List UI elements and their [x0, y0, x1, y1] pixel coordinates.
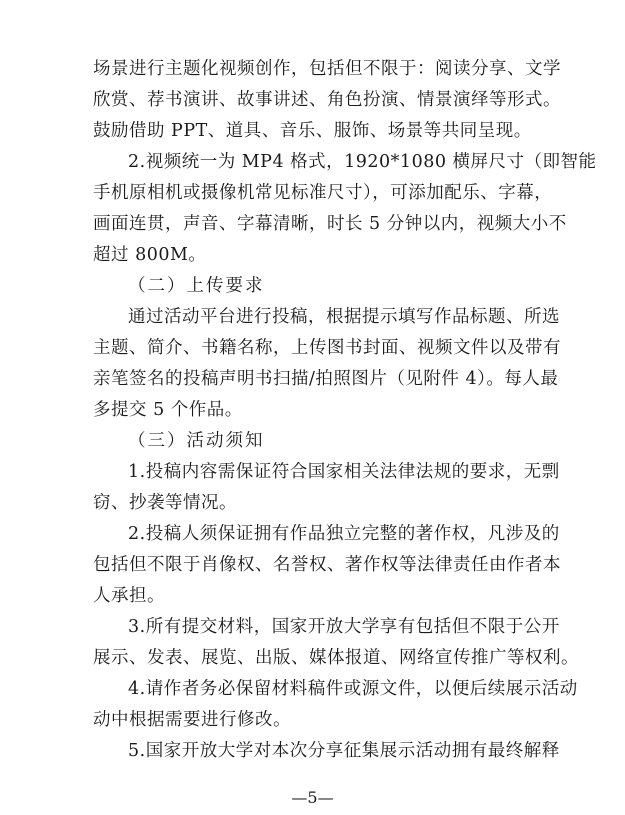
- paragraph-line: 通过活动平台进行投稿，根据提示填写作品标题、所选: [128, 307, 560, 327]
- paragraph-line: 包括但不限于肖像权、名誉权、著作权等法律责任由作者本: [93, 555, 561, 575]
- paragraph-line: 超过 800M。: [93, 245, 207, 265]
- paragraph-line: 2.投稿人须保证拥有作品独立完整的著作权，凡涉及的: [128, 524, 560, 544]
- paragraph-line: 1.投稿内容需保证符合国家相关法律法规的要求，无剽: [128, 462, 560, 482]
- section-heading: （二）上传要求: [128, 276, 265, 296]
- paragraph-line: 场景进行主题化视频创作，包括但不限于：阅读分享、文学: [93, 59, 561, 79]
- paragraph-line: 鼓励借助 PPT、道具、音乐、服饰、场景等共同呈现。: [93, 121, 532, 141]
- paragraph-line: 欣赏、荐书演讲、故事讲述、角色扮演、情景演绎等形式。: [93, 90, 561, 110]
- paragraph-line: 4.请作者务必保留材料稿件或源文件，以便后续展示活动: [128, 679, 578, 699]
- paragraph-line: 窃、抄袭等情况。: [93, 493, 237, 513]
- paragraph-line: 亲笔签名的投稿声明书扫描/拍照图片（见附件 4）。每人最: [93, 369, 559, 389]
- paragraph-line: 动中根据需要进行修改。: [93, 710, 291, 730]
- section-heading: （三）活动须知: [128, 431, 265, 451]
- paragraph-line: 多提交 5 个作品。: [93, 400, 243, 420]
- paragraph-line: 手机原相机或摄像机常见标准尺寸），可添加配乐、字幕，: [93, 183, 553, 203]
- paragraph-line: 画面连贯，声音、字幕清晰，时长 5 分钟以内，视频大小不: [93, 214, 567, 234]
- paragraph-line: 展示、发表、展览、出版、媒体报道、网络宣传推广等权利。: [93, 648, 579, 668]
- paragraph-line: 主题、简介、书籍名称，上传图书封面、视频文件以及带有: [93, 338, 561, 358]
- paragraph-line: 3.所有提交材料，国家开放大学享有包括但不限于公开: [128, 617, 560, 637]
- page-number: —5—: [291, 788, 334, 807]
- paragraph-line: 人承担。: [93, 586, 165, 606]
- paragraph-line: 2.视频统一为 MP4 格式，1920*1080 横屏尺寸（即智能: [128, 152, 597, 172]
- paragraph-line: 5.国家开放大学对本次分享征集展示活动拥有最终解释: [128, 741, 560, 761]
